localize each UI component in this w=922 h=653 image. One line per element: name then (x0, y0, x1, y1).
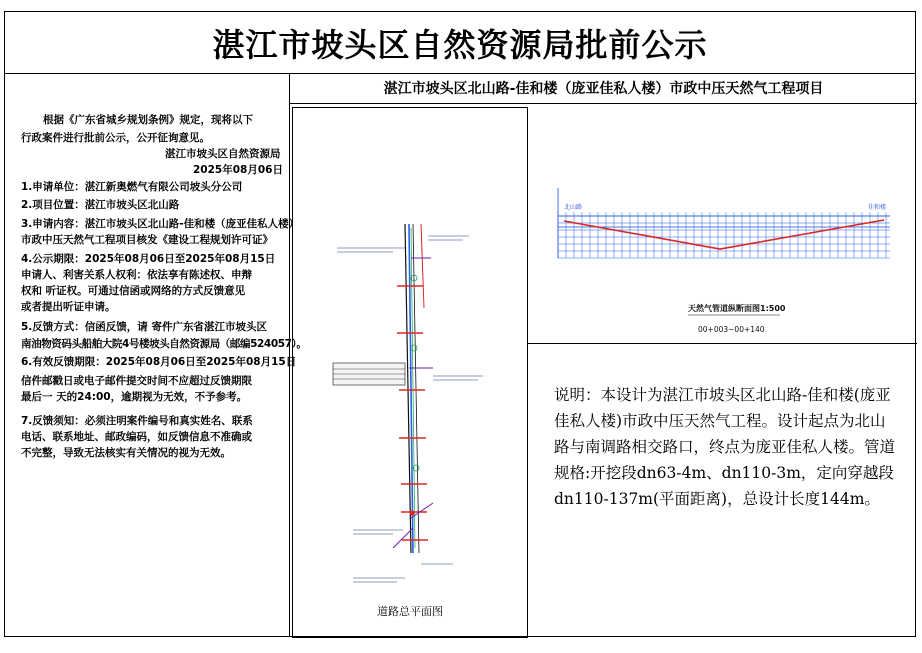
pipe-profile-line (564, 220, 884, 249)
item-7-line-3: 不完整，导致无法核实有关情况的视为无效。 (21, 447, 231, 459)
item-3-line-2: 市政中压天然气工程项目核发《建设工程规划许可证》 (21, 234, 273, 246)
road-plan-svg (293, 108, 527, 637)
description-panel (528, 344, 917, 637)
title-bar (5, 12, 915, 74)
issue-date: 2025年08月06日 (193, 164, 283, 176)
project-panel (290, 74, 917, 637)
item-5-line-2: 南油物资码头船舶大院4号楼坡头自然资源局（邮编524057）。 (21, 338, 307, 350)
red-utility-line (421, 224, 424, 308)
item-4-line-1: 4.公示期限：2025年08月06日至2025年08月15日 (21, 253, 276, 265)
item-6-line-2: 信件邮戳日或电子邮件提交时间不应超过反馈期限 (21, 375, 252, 387)
profile-section (528, 104, 917, 344)
issuer: 湛江市坡头区自然资源局 (165, 148, 281, 160)
item-6-line-3: 最后一 天的24:00，逾期视为无效，不予参考。 (21, 391, 248, 403)
notice-board (4, 11, 916, 637)
item-2: 2.项目位置：湛江市坡头区北山路 (21, 199, 180, 211)
plan-caption: 道路总平面图 (377, 605, 443, 618)
project-title: 湛江市坡头区北山路-佳和楼（庞亚佳私人楼）市政中压天然气工程项目 (290, 74, 917, 104)
item-3-line-1: 3.申请内容：湛江市坡头区北山路-佳和楼（庞亚佳私人楼） (21, 218, 300, 230)
item-4-line-3: 权和 听证权。可通过信函或网络的方式反馈意见 (21, 285, 246, 297)
road-plan-drawing (292, 107, 528, 638)
page-title: 湛江市坡头区自然资源局批前公示 (212, 25, 708, 64)
profile-svg (528, 104, 917, 344)
intro-line-2: 行政案件进行批前公示，公开征询意见。 (21, 132, 210, 144)
end-point-marker (410, 511, 415, 516)
item-6-line-1: 6.有效反馈期限：2025年08月06日至2025年08月15日 (21, 356, 297, 368)
road-edge (413, 224, 419, 553)
item-7-line-2: 电话、联系地址、邮政编码，如反馈信息不准确或 (21, 431, 252, 443)
scale-label: 天然气管道纵断面图1:500 (688, 304, 786, 313)
end-label: 佳和楼 (868, 204, 887, 211)
item-5-line-1: 5.反馈方式：信函反馈，请 寄件广东省湛江市坡头区 (21, 321, 267, 333)
item-7-line-1: 7.反馈须知：必须注明案件编号和真实姓名、联系 (21, 415, 253, 427)
chainage-label: 00+003~00+140 (698, 325, 765, 334)
notice-text-panel (5, 74, 307, 637)
profile-grid (558, 212, 890, 258)
item-4-line-4: 或者提出听证申请。 (21, 301, 116, 313)
item-4-line-2: 申请人、利害关系人权利：依法享有陈述权、申辩 (21, 269, 252, 281)
start-label: 北山路 (564, 204, 583, 211)
item-1: 1.申请单位：湛江新奥燃气有限公司坡头分公司 (21, 181, 243, 193)
intro-line-1: 根据《广东省城乡规划条例》规定，现将以下 (43, 114, 253, 126)
description-text: 说明：本设计为湛江市坡头区北山路-佳和楼(庞亚佳私人楼)市政中压天然气工程。设计起点为北山路与南调路相交路口，终点为庞亚佳私人楼。管道规格:开挖段dn63-4m、dn110-3m，定向穿越段dn110-137m(平面距离)，总设计长度144m。 (554, 386, 896, 508)
